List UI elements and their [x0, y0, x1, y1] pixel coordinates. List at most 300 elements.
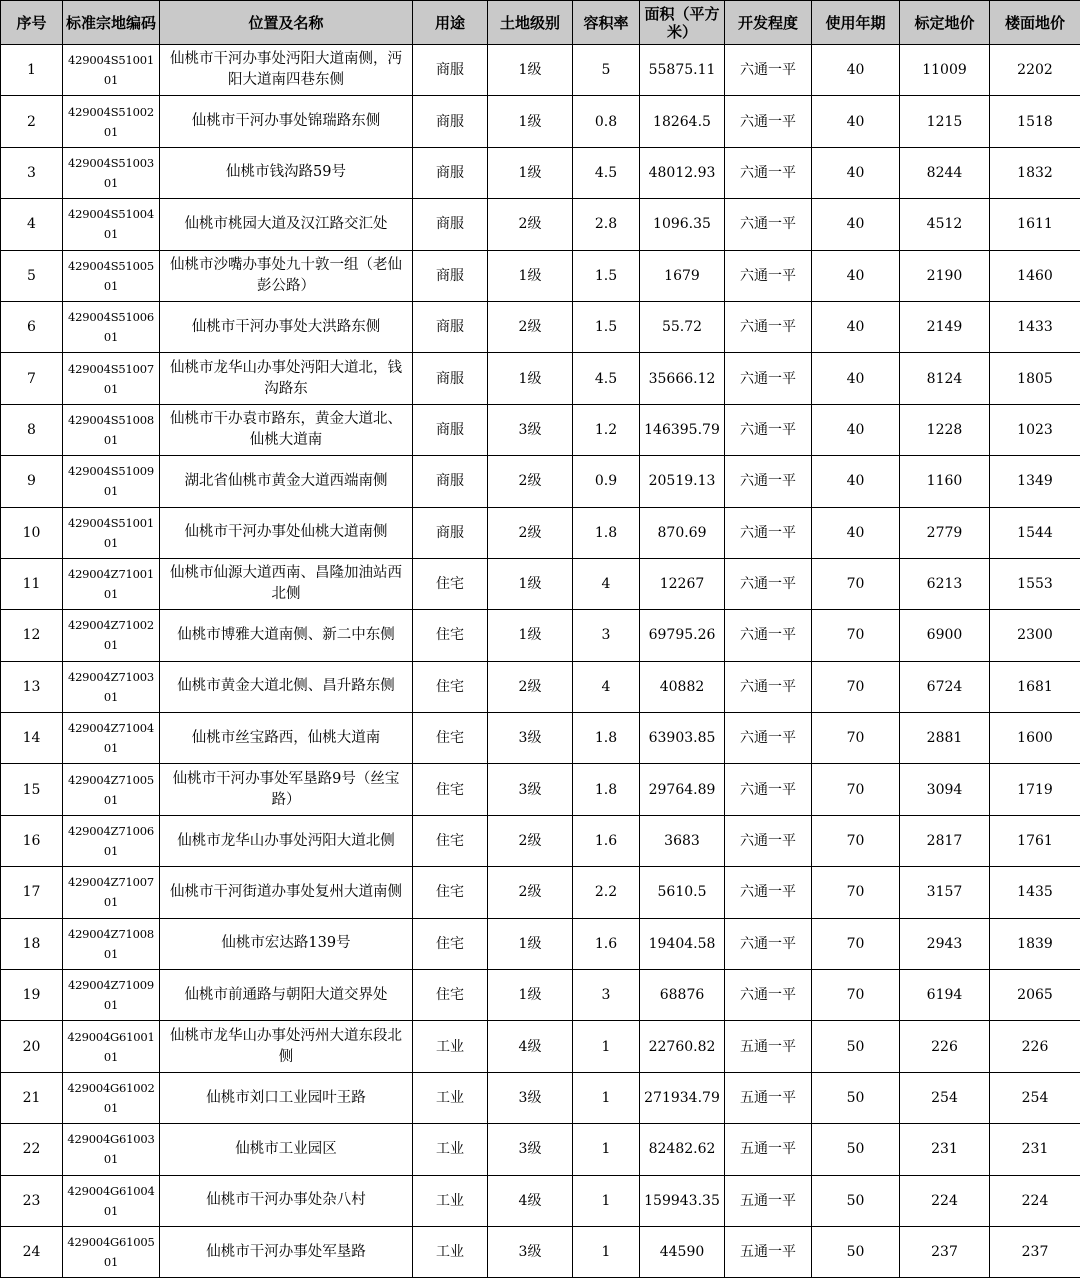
cell-land-grade: 1级	[488, 45, 573, 96]
cell-usage: 住宅	[413, 558, 488, 609]
cell-land-grade: 1级	[488, 558, 573, 609]
cell-development-level: 六通一平	[725, 815, 812, 866]
table-row	[1, 867, 1080, 918]
cell-index: 19	[1, 970, 63, 1021]
cell-parcel-code: 429004Z7100601	[63, 815, 160, 866]
cell-use-term: 50	[812, 1175, 900, 1226]
cell-area: 40882	[640, 661, 725, 712]
cell-floor-price: 1600	[990, 713, 1080, 764]
col-header-area: 面积（平方米）	[640, 1, 725, 45]
cell-plot-ratio: 4	[573, 661, 640, 712]
cell-development-level: 六通一平	[725, 713, 812, 764]
cell-area: 55875.11	[640, 45, 725, 96]
cell-plot-ratio: 1.8	[573, 713, 640, 764]
cell-development-level: 六通一平	[725, 456, 812, 507]
cell-parcel-code: 429004S5100701	[63, 353, 160, 404]
cell-development-level: 六通一平	[725, 661, 812, 712]
cell-area: 68876	[640, 970, 725, 1021]
cell-benchmark-price: 6194	[900, 970, 990, 1021]
table-row	[1, 147, 1080, 198]
cell-location: 仙桃市龙华山办事处沔阳大道北侧	[160, 815, 413, 866]
cell-floor-price: 226	[990, 1021, 1080, 1072]
cell-development-level: 六通一平	[725, 558, 812, 609]
col-header-benchmark-price: 标定地价	[900, 1, 990, 45]
cell-index: 8	[1, 404, 63, 455]
cell-land-grade: 4级	[488, 1175, 573, 1226]
cell-land-grade: 2级	[488, 301, 573, 352]
col-header-development-level: 开发程度	[725, 1, 812, 45]
cell-area: 3683	[640, 815, 725, 866]
cell-area: 55.72	[640, 301, 725, 352]
cell-parcel-code: 429004S5100401	[63, 199, 160, 250]
cell-usage: 住宅	[413, 713, 488, 764]
cell-use-term: 40	[812, 353, 900, 404]
cell-usage: 商服	[413, 404, 488, 455]
col-header-usage: 用途	[413, 1, 488, 45]
cell-index: 6	[1, 301, 63, 352]
cell-plot-ratio: 1.6	[573, 815, 640, 866]
cell-plot-ratio: 3	[573, 970, 640, 1021]
cell-location: 仙桃市丝宝路西，仙桃大道南	[160, 713, 413, 764]
cell-usage: 住宅	[413, 610, 488, 661]
cell-benchmark-price: 2779	[900, 507, 990, 558]
table-row	[1, 1072, 1080, 1123]
table-row	[1, 661, 1080, 712]
cell-development-level: 六通一平	[725, 353, 812, 404]
table-row	[1, 1124, 1080, 1175]
cell-plot-ratio: 1	[573, 1021, 640, 1072]
cell-plot-ratio: 1.5	[573, 250, 640, 301]
col-header-plot-ratio: 容积率	[573, 1, 640, 45]
cell-index: 3	[1, 147, 63, 198]
cell-development-level: 六通一平	[725, 610, 812, 661]
cell-usage: 工业	[413, 1124, 488, 1175]
cell-floor-price: 1611	[990, 199, 1080, 250]
table-row	[1, 45, 1080, 96]
cell-floor-price: 2065	[990, 970, 1080, 1021]
cell-development-level: 六通一平	[725, 45, 812, 96]
cell-development-level: 五通一平	[725, 1226, 812, 1277]
cell-parcel-code: 429004Z7100101	[63, 558, 160, 609]
cell-index: 13	[1, 661, 63, 712]
table-row	[1, 301, 1080, 352]
cell-parcel-code: 429004Z7100901	[63, 970, 160, 1021]
table-row	[1, 918, 1080, 969]
cell-index: 18	[1, 918, 63, 969]
cell-parcel-code: 429004S5100101	[63, 507, 160, 558]
cell-development-level: 六通一平	[725, 96, 812, 147]
cell-parcel-code: 429004S5100301	[63, 147, 160, 198]
table-row	[1, 764, 1080, 815]
cell-floor-price: 224	[990, 1175, 1080, 1226]
cell-floor-price: 1719	[990, 764, 1080, 815]
cell-development-level: 六通一平	[725, 970, 812, 1021]
table-row	[1, 1226, 1080, 1277]
col-header-use-term: 使用年期	[812, 1, 900, 45]
cell-usage: 住宅	[413, 970, 488, 1021]
cell-floor-price: 2202	[990, 45, 1080, 96]
cell-use-term: 40	[812, 456, 900, 507]
cell-benchmark-price: 224	[900, 1175, 990, 1226]
cell-usage: 商服	[413, 199, 488, 250]
cell-use-term: 70	[812, 610, 900, 661]
cell-development-level: 六通一平	[725, 867, 812, 918]
col-header-floor-price: 楼面地价	[990, 1, 1080, 45]
cell-floor-price: 1460	[990, 250, 1080, 301]
cell-development-level: 六通一平	[725, 199, 812, 250]
cell-usage: 商服	[413, 456, 488, 507]
cell-index: 10	[1, 507, 63, 558]
cell-area: 159943.35	[640, 1175, 725, 1226]
cell-location: 仙桃市沙嘴办事处九十敦一组（老仙彭公路）	[160, 250, 413, 301]
cell-usage: 商服	[413, 96, 488, 147]
cell-area: 870.69	[640, 507, 725, 558]
cell-floor-price: 1349	[990, 456, 1080, 507]
cell-area: 35666.12	[640, 353, 725, 404]
cell-location: 仙桃市工业园区	[160, 1124, 413, 1175]
cell-parcel-code: 429004S5100901	[63, 456, 160, 507]
cell-land-grade: 2级	[488, 661, 573, 712]
cell-benchmark-price: 226	[900, 1021, 990, 1072]
cell-use-term: 40	[812, 250, 900, 301]
cell-index: 9	[1, 456, 63, 507]
cell-land-grade: 3级	[488, 764, 573, 815]
cell-area: 29764.89	[640, 764, 725, 815]
cell-area: 22760.82	[640, 1021, 725, 1072]
cell-use-term: 70	[812, 918, 900, 969]
cell-floor-price: 1435	[990, 867, 1080, 918]
cell-use-term: 40	[812, 147, 900, 198]
cell-benchmark-price: 1215	[900, 96, 990, 147]
cell-benchmark-price: 237	[900, 1226, 990, 1277]
cell-usage: 商服	[413, 301, 488, 352]
cell-index: 15	[1, 764, 63, 815]
table-row	[1, 250, 1080, 301]
cell-land-grade: 2级	[488, 456, 573, 507]
cell-benchmark-price: 2149	[900, 301, 990, 352]
cell-floor-price: 237	[990, 1226, 1080, 1277]
cell-use-term: 70	[812, 661, 900, 712]
cell-floor-price: 1805	[990, 353, 1080, 404]
cell-benchmark-price: 6724	[900, 661, 990, 712]
cell-land-grade: 1级	[488, 970, 573, 1021]
cell-plot-ratio: 1.8	[573, 764, 640, 815]
cell-index: 2	[1, 96, 63, 147]
cell-land-grade: 3级	[488, 404, 573, 455]
col-header-index: 序号	[1, 1, 63, 45]
cell-index: 24	[1, 1226, 63, 1277]
cell-plot-ratio: 1.2	[573, 404, 640, 455]
cell-parcel-code: 429004Z7100701	[63, 867, 160, 918]
cell-usage: 住宅	[413, 867, 488, 918]
cell-usage: 商服	[413, 353, 488, 404]
cell-usage: 商服	[413, 45, 488, 96]
cell-floor-price: 2300	[990, 610, 1080, 661]
cell-location: 仙桃市干河办事处军垦路	[160, 1226, 413, 1277]
cell-plot-ratio: 4.5	[573, 353, 640, 404]
cell-location: 仙桃市龙华山办事处沔阳大道北，钱沟路东	[160, 353, 413, 404]
cell-location: 仙桃市干办袁市路东，黄金大道北、仙桃大道南	[160, 404, 413, 455]
cell-area: 48012.93	[640, 147, 725, 198]
cell-parcel-code: 429004G6100401	[63, 1175, 160, 1226]
cell-location: 仙桃市黄金大道北侧、昌升路东侧	[160, 661, 413, 712]
cell-floor-price: 1681	[990, 661, 1080, 712]
cell-land-grade: 3级	[488, 713, 573, 764]
cell-floor-price: 1544	[990, 507, 1080, 558]
cell-plot-ratio: 4.5	[573, 147, 640, 198]
cell-plot-ratio: 1.5	[573, 301, 640, 352]
cell-plot-ratio: 0.9	[573, 456, 640, 507]
cell-use-term: 40	[812, 199, 900, 250]
cell-parcel-code: 429004S5100501	[63, 250, 160, 301]
cell-use-term: 50	[812, 1021, 900, 1072]
cell-parcel-code: 429004Z7100501	[63, 764, 160, 815]
cell-use-term: 70	[812, 970, 900, 1021]
table-row	[1, 353, 1080, 404]
cell-benchmark-price: 254	[900, 1072, 990, 1123]
cell-location: 仙桃市刘口工业园叶王路	[160, 1072, 413, 1123]
cell-land-grade: 1级	[488, 918, 573, 969]
table-row	[1, 970, 1080, 1021]
cell-development-level: 五通一平	[725, 1175, 812, 1226]
cell-development-level: 六通一平	[725, 301, 812, 352]
cell-benchmark-price: 6213	[900, 558, 990, 609]
cell-use-term: 40	[812, 404, 900, 455]
cell-land-grade: 3级	[488, 1072, 573, 1123]
cell-usage: 商服	[413, 147, 488, 198]
cell-plot-ratio: 3	[573, 610, 640, 661]
cell-parcel-code: 429004G6100101	[63, 1021, 160, 1072]
cell-parcel-code: 429004S5100601	[63, 301, 160, 352]
cell-plot-ratio: 1.8	[573, 507, 640, 558]
cell-plot-ratio: 1	[573, 1124, 640, 1175]
cell-development-level: 五通一平	[725, 1021, 812, 1072]
cell-use-term: 40	[812, 45, 900, 96]
cell-plot-ratio: 2.2	[573, 867, 640, 918]
cell-development-level: 六通一平	[725, 147, 812, 198]
cell-parcel-code: 429004S5100801	[63, 404, 160, 455]
cell-parcel-code: 429004G6100201	[63, 1072, 160, 1123]
cell-location: 仙桃市前通路与朝阳大道交界处	[160, 970, 413, 1021]
col-header-land-grade: 土地级别	[488, 1, 573, 45]
cell-development-level: 六通一平	[725, 764, 812, 815]
cell-parcel-code: 429004Z7100801	[63, 918, 160, 969]
cell-parcel-code: 429004Z7100301	[63, 661, 160, 712]
cell-parcel-code: 429004G6100501	[63, 1226, 160, 1277]
cell-use-term: 70	[812, 867, 900, 918]
cell-parcel-code: 429004Z7100201	[63, 610, 160, 661]
cell-usage: 住宅	[413, 918, 488, 969]
cell-development-level: 六通一平	[725, 507, 812, 558]
cell-area: 146395.79	[640, 404, 725, 455]
cell-usage: 商服	[413, 507, 488, 558]
cell-index: 20	[1, 1021, 63, 1072]
cell-usage: 商服	[413, 250, 488, 301]
cell-floor-price: 1839	[990, 918, 1080, 969]
cell-index: 11	[1, 558, 63, 609]
cell-floor-price: 1023	[990, 404, 1080, 455]
cell-benchmark-price: 8244	[900, 147, 990, 198]
cell-use-term: 50	[812, 1226, 900, 1277]
cell-floor-price: 1761	[990, 815, 1080, 866]
table-row	[1, 404, 1080, 455]
cell-development-level: 六通一平	[725, 250, 812, 301]
cell-land-grade: 2级	[488, 507, 573, 558]
table-row	[1, 1021, 1080, 1072]
cell-area: 1679	[640, 250, 725, 301]
cell-location: 仙桃市干河办事处杂八村	[160, 1175, 413, 1226]
cell-index: 17	[1, 867, 63, 918]
cell-location: 仙桃市干河办事处大洪路东侧	[160, 301, 413, 352]
cell-location: 仙桃市博雅大道南侧、新二中东侧	[160, 610, 413, 661]
cell-benchmark-price: 2943	[900, 918, 990, 969]
cell-use-term: 70	[812, 558, 900, 609]
cell-use-term: 70	[812, 815, 900, 866]
cell-floor-price: 1518	[990, 96, 1080, 147]
cell-index: 12	[1, 610, 63, 661]
cell-use-term: 50	[812, 1124, 900, 1175]
cell-land-grade: 1级	[488, 96, 573, 147]
cell-floor-price: 1433	[990, 301, 1080, 352]
cell-usage: 工业	[413, 1021, 488, 1072]
cell-development-level: 六通一平	[725, 918, 812, 969]
cell-usage: 工业	[413, 1226, 488, 1277]
cell-location: 仙桃市仙源大道西南、昌隆加油站西北侧	[160, 558, 413, 609]
table-row	[1, 610, 1080, 661]
cell-benchmark-price: 8124	[900, 353, 990, 404]
cell-area: 1096.35	[640, 199, 725, 250]
cell-location: 仙桃市桃园大道及汉江路交汇处	[160, 199, 413, 250]
cell-land-grade: 4级	[488, 1021, 573, 1072]
cell-land-grade: 2级	[488, 867, 573, 918]
cell-area: 44590	[640, 1226, 725, 1277]
cell-benchmark-price: 6900	[900, 610, 990, 661]
cell-index: 14	[1, 713, 63, 764]
cell-location: 仙桃市宏达路139号	[160, 918, 413, 969]
cell-floor-price: 1832	[990, 147, 1080, 198]
cell-use-term: 40	[812, 507, 900, 558]
cell-location: 仙桃市干河办事处沔阳大道南侧，沔阳大道南四巷东侧	[160, 45, 413, 96]
cell-benchmark-price: 11009	[900, 45, 990, 96]
cell-benchmark-price: 3157	[900, 867, 990, 918]
cell-development-level: 六通一平	[725, 404, 812, 455]
cell-floor-price: 231	[990, 1124, 1080, 1175]
cell-land-grade: 1级	[488, 610, 573, 661]
cell-benchmark-price: 3094	[900, 764, 990, 815]
cell-parcel-code: 429004S5100201	[63, 96, 160, 147]
table-row	[1, 507, 1080, 558]
cell-use-term: 70	[812, 713, 900, 764]
cell-index: 21	[1, 1072, 63, 1123]
cell-area: 271934.79	[640, 1072, 725, 1123]
table-row	[1, 96, 1080, 147]
cell-land-grade: 1级	[488, 147, 573, 198]
table-row	[1, 815, 1080, 866]
cell-location: 仙桃市干河办事处军垦路9号（丝宝路）	[160, 764, 413, 815]
header-row	[1, 1, 1080, 45]
cell-development-level: 五通一平	[725, 1072, 812, 1123]
table-body	[1, 45, 1080, 1278]
cell-plot-ratio: 1	[573, 1226, 640, 1277]
cell-location: 仙桃市钱沟路59号	[160, 147, 413, 198]
cell-use-term: 50	[812, 1072, 900, 1123]
cell-area: 18264.5	[640, 96, 725, 147]
cell-plot-ratio: 4	[573, 558, 640, 609]
cell-area: 63903.85	[640, 713, 725, 764]
cell-parcel-code: 429004S5100101	[63, 45, 160, 96]
cell-plot-ratio: 1	[573, 1072, 640, 1123]
cell-usage: 住宅	[413, 764, 488, 815]
table-row	[1, 713, 1080, 764]
cell-index: 23	[1, 1175, 63, 1226]
col-header-location: 位置及名称	[160, 1, 413, 45]
cell-use-term: 40	[812, 301, 900, 352]
table-row	[1, 558, 1080, 609]
cell-benchmark-price: 2190	[900, 250, 990, 301]
cell-index: 7	[1, 353, 63, 404]
cell-usage: 住宅	[413, 815, 488, 866]
cell-floor-price: 1553	[990, 558, 1080, 609]
cell-use-term: 40	[812, 96, 900, 147]
cell-location: 仙桃市龙华山办事处沔州大道东段北侧	[160, 1021, 413, 1072]
cell-index: 16	[1, 815, 63, 866]
cell-area: 5610.5	[640, 867, 725, 918]
cell-parcel-code: 429004Z7100401	[63, 713, 160, 764]
col-header-parcel-code: 标准宗地编码	[63, 1, 160, 45]
cell-plot-ratio: 1.6	[573, 918, 640, 969]
cell-location: 仙桃市干河办事处锦瑞路东侧	[160, 96, 413, 147]
cell-area: 82482.62	[640, 1124, 725, 1175]
cell-benchmark-price: 4512	[900, 199, 990, 250]
cell-area: 20519.13	[640, 456, 725, 507]
cell-land-grade: 3级	[488, 1226, 573, 1277]
cell-location: 仙桃市干河街道办事处复州大道南侧	[160, 867, 413, 918]
table-row	[1, 199, 1080, 250]
cell-location: 湖北省仙桃市黄金大道西端南侧	[160, 456, 413, 507]
cell-index: 5	[1, 250, 63, 301]
cell-land-grade: 2级	[488, 815, 573, 866]
cell-plot-ratio: 5	[573, 45, 640, 96]
cell-land-grade: 1级	[488, 250, 573, 301]
cell-plot-ratio: 1	[573, 1175, 640, 1226]
cell-land-grade: 3级	[488, 1124, 573, 1175]
cell-benchmark-price: 1160	[900, 456, 990, 507]
cell-usage: 住宅	[413, 661, 488, 712]
cell-plot-ratio: 0.8	[573, 96, 640, 147]
cell-benchmark-price: 2817	[900, 815, 990, 866]
cell-parcel-code: 429004G6100301	[63, 1124, 160, 1175]
cell-index: 1	[1, 45, 63, 96]
cell-benchmark-price: 231	[900, 1124, 990, 1175]
cell-land-grade: 1级	[488, 353, 573, 404]
cell-usage: 工业	[413, 1072, 488, 1123]
cell-development-level: 五通一平	[725, 1124, 812, 1175]
cell-usage: 工业	[413, 1175, 488, 1226]
table-row	[1, 1175, 1080, 1226]
cell-plot-ratio: 2.8	[573, 199, 640, 250]
cell-area: 69795.26	[640, 610, 725, 661]
cell-index: 22	[1, 1124, 63, 1175]
cell-area: 19404.58	[640, 918, 725, 969]
cell-benchmark-price: 1228	[900, 404, 990, 455]
cell-use-term: 70	[812, 764, 900, 815]
cell-area: 12267	[640, 558, 725, 609]
cell-location: 仙桃市干河办事处仙桃大道南侧	[160, 507, 413, 558]
cell-index: 4	[1, 199, 63, 250]
cell-benchmark-price: 2881	[900, 713, 990, 764]
cell-floor-price: 254	[990, 1072, 1080, 1123]
table-row	[1, 456, 1080, 507]
